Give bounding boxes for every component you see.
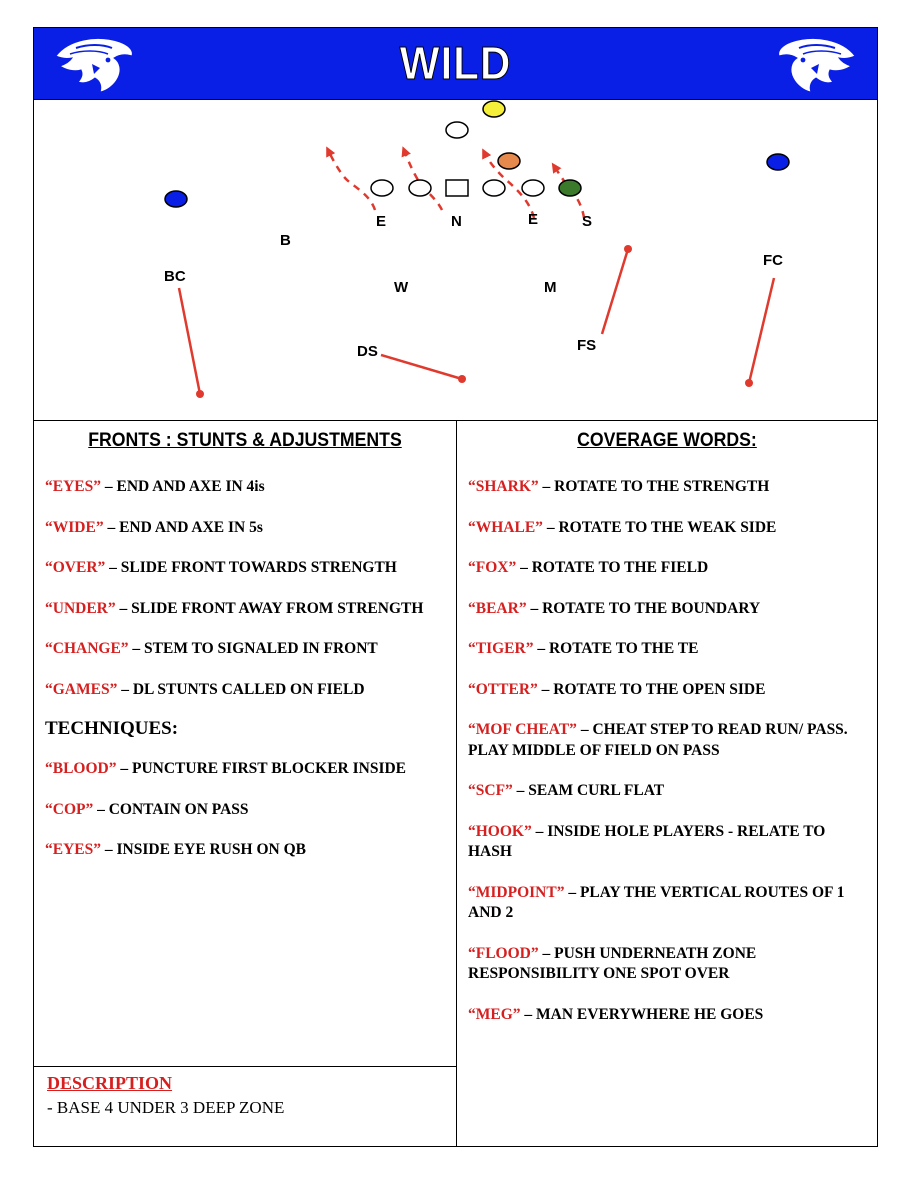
list-item: “CHANGE” – STEM TO SIGNALED IN FRONT: [45, 640, 378, 657]
center-marker: [446, 180, 468, 196]
coverage-column: [457, 421, 877, 1146]
description-title: DESCRIPTION: [47, 1073, 173, 1093]
list-item: “FOX” – ROTATE TO THE FIELD: [468, 559, 709, 576]
drop-point: [624, 245, 632, 253]
play-title: WILD: [399, 37, 512, 89]
coverage-list: [468, 477, 869, 1045]
wr-marker: [165, 191, 187, 207]
qb-marker: [483, 101, 505, 117]
label-nose: N: [451, 213, 462, 230]
coverage-heading: COVERAGE WORDS:: [577, 430, 757, 451]
label-fs: FS: [577, 337, 597, 354]
description-text: - BASE 4 UNDER 3 DEEP ZONE: [47, 1098, 285, 1117]
list-item: “OTTER” – ROTATE TO THE OPEN SIDE: [468, 680, 766, 698]
list-item: “SCF” – SEAM CURL FLAT: [468, 782, 665, 799]
lineman-marker: [409, 180, 431, 196]
rb-marker: [498, 153, 520, 169]
label-mike: M: [544, 279, 557, 296]
coverage-drop: [381, 355, 462, 379]
lineman-marker: [483, 180, 505, 196]
list-item: “MEG” – MAN EVERYWHERE HE GOES: [468, 1005, 764, 1023]
list-item: “EYES” – END AND AXE IN 4is: [45, 478, 265, 495]
header-banner: [34, 28, 877, 100]
coverage-drop: [602, 249, 628, 334]
list-item: “WIDE” – END AND AXE IN 5s: [45, 518, 263, 536]
fronts-list: [45, 477, 448, 881]
list-item: “OVER” – SLIDE FRONT TOWARDS STRENGTH: [45, 559, 397, 576]
back-marker: [446, 122, 468, 138]
label-end-right: E: [528, 211, 539, 228]
label-end-left: E: [376, 213, 387, 230]
list-item: “MIDPOINT” – PLAY THE VERTICAL ROUTES OF 1 AND 2: [468, 883, 845, 921]
stunt-route: [328, 150, 375, 210]
coverage-drop: [749, 278, 774, 383]
list-item: “EYES” – INSIDE EYE RUSH ON QB: [45, 841, 306, 858]
list-item: “TIGER” – ROTATE TO THE TE: [468, 640, 699, 657]
label-ds: DS: [357, 343, 378, 360]
drop-point: [745, 379, 753, 387]
label-fc: FC: [763, 252, 783, 269]
list-item: “COP” – CONTAIN ON PASS: [45, 800, 249, 818]
label-will: W: [394, 279, 409, 296]
wr-marker: [767, 154, 789, 170]
list-item: “HOOK” – INSIDE HOLE PLAYERS - RELATE TO HASH: [468, 822, 826, 860]
coverage-drop: [179, 288, 200, 394]
label-b: B: [280, 232, 291, 249]
techniques-heading: TECHNIQUES:: [45, 718, 179, 739]
wildcat-logo-icon: [773, 34, 863, 94]
list-item: “WHALE” – ROTATE TO THE WEAK SIDE: [468, 518, 777, 536]
lineman-marker: [522, 180, 544, 196]
list-item: “BEAR” – ROTATE TO THE BOUNDARY: [468, 599, 761, 617]
list-item: “UNDER” – SLIDE FRONT AWAY FROM STRENGTH: [45, 599, 424, 617]
drop-point: [458, 375, 466, 383]
list-item: “BLOOD” – PUNCTURE FIRST BLOCKER INSIDE: [45, 760, 407, 777]
playbook-sheet: [33, 27, 878, 1147]
description-box: [34, 1066, 456, 1146]
label-bc: BC: [164, 268, 186, 285]
list-item: “MOF CHEAT” – CHEAT STEP TO READ RUN/ PASS. PLAY MIDDLE OF FIELD ON PASS: [468, 721, 848, 759]
label-sam: S: [582, 213, 593, 230]
list-item: “FLOOD” – PUSH UNDERNEATH ZONE RESPONSIBILITY ONE SPOT OVER: [468, 944, 757, 982]
te-marker: [559, 180, 581, 196]
fronts-column: [34, 421, 457, 1146]
play-diagram: [34, 100, 877, 421]
list-item: “SHARK” – ROTATE TO THE STRENGTH: [468, 478, 770, 495]
drop-point: [196, 390, 204, 398]
lineman-marker: [371, 180, 393, 196]
fronts-heading: FRONTS : STUNTS & ADJUSTMENTS: [88, 430, 402, 451]
list-item: “GAMES” – DL STUNTS CALLED ON FIELD: [45, 680, 365, 698]
formation-svg: [34, 100, 877, 420]
